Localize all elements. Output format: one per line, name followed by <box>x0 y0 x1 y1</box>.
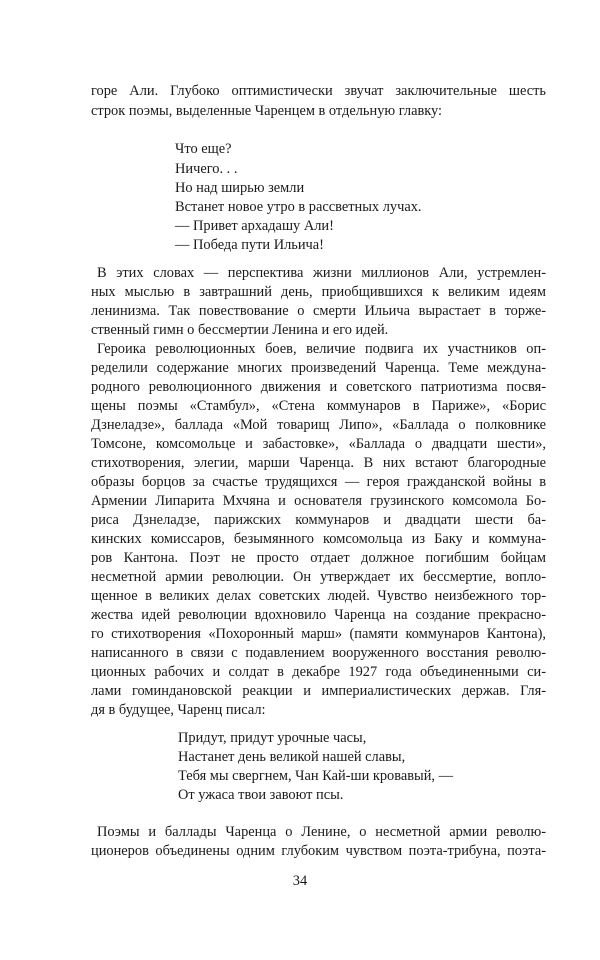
verse-line: От ужаса твои завоют псы. <box>178 787 344 803</box>
text-line: дя в будущее, Чаренц писал: <box>91 702 266 718</box>
text-line: ционеров объединены одним глубоким чувством поэта-трибуна, поэта- <box>91 843 546 859</box>
text-line: Дзнеладзе», баллада «Мой товарищ Липо», «Баллада о полковнике <box>91 417 546 433</box>
verse-line: — Привет архадашу Али! <box>175 218 334 234</box>
text-line: написанного в связи с подавлением вооруженного восстания револю- <box>91 645 546 661</box>
text-line: горе Али. Глубоко оптимистически звучат заключительные шесть <box>91 83 546 99</box>
text-line: щены поэмы «Стамбул», «Стена коммунаров в Париже», «Борис <box>91 398 546 414</box>
text-line: кинских комиссаров, безымянного комсомольца из Баку и коммуна- <box>91 531 546 547</box>
verse-line: — Победа пути Ильича! <box>175 237 324 253</box>
text-line: Армении Липарита Мхчяна и основателя грузинского комсомола Бо- <box>91 493 546 509</box>
text-line: Поэмы и баллады Чаренца о Ленине, о несметной армии револю- <box>97 824 546 840</box>
verse-line: Настанет день великой нашей славы, <box>178 749 406 765</box>
text-line: В этих словах — перспектива жизни миллионов Али, устремлен- <box>97 265 546 281</box>
text-line: го стихотворения «Похоронный марш» (памяти коммунаров Кантона), <box>91 626 546 642</box>
verse-line: Тебя мы свергнем, Чан Кай-ши кровавый, — <box>178 768 453 784</box>
text-line: ционных рабочих и солдат в декабре 1927 года объединенными си- <box>91 664 546 680</box>
text-line: лами гоминдановской реакции и империалистических держав. Гля- <box>91 683 546 699</box>
text-line: ственный гимн о бессмертии Ленина и его идей. <box>91 322 389 338</box>
text-line: ленинизма. Так повествование о смерти Ильича вырастает в торже- <box>91 303 546 319</box>
text-line: родного революционного движения и советского патриотизма посвя- <box>91 379 546 395</box>
page-number: 34 <box>292 873 308 889</box>
text-line: ров Кантона. Поэт не просто отдает должное погибшим бойцам <box>91 550 546 566</box>
text-line: образы борцов за счастье трудящихся — героя гражданской войны в <box>91 474 546 490</box>
text-line: риса Дзнеладзе, парижских коммунаров и двадцати шести ба- <box>91 512 546 528</box>
verse-line: Но над ширью земли <box>175 180 305 196</box>
text-line: щенное в великих делах советских людей. Чувство неизбежного тор- <box>91 588 546 604</box>
text-line: Томсоне, комсомольце и забастовке», «Баллада о двадцати шести», <box>91 436 546 452</box>
verse-line: Встанет новое утро в рассветных лучах. <box>175 199 422 215</box>
text-line: Героика революционных боев, величие подвига их участников оп- <box>97 341 546 357</box>
text-line: несметной армии революции. Он утверждает их бессмертие, вопло- <box>91 569 546 585</box>
text-line: стихотворения, элегии, марши Чаренца. В них встают благородные <box>91 455 546 471</box>
text-line: ных мыслью в завтрашний день, приобщившихся к великим идеям <box>91 284 546 300</box>
verse-line: Придут, придут урочные часы, <box>178 730 367 746</box>
text-line: строк поэмы, выделенные Чаренцем в отдельную главку: <box>91 103 443 119</box>
text-line: ределили содержание многих произведений Чаренца. Теме междуна- <box>91 360 546 376</box>
verse-line: Ничего. . . <box>175 161 238 177</box>
text-line: жества идей революции вдохновило Чаренца на создание прекрасно- <box>91 607 546 623</box>
verse-line: Что еще? <box>175 141 232 157</box>
